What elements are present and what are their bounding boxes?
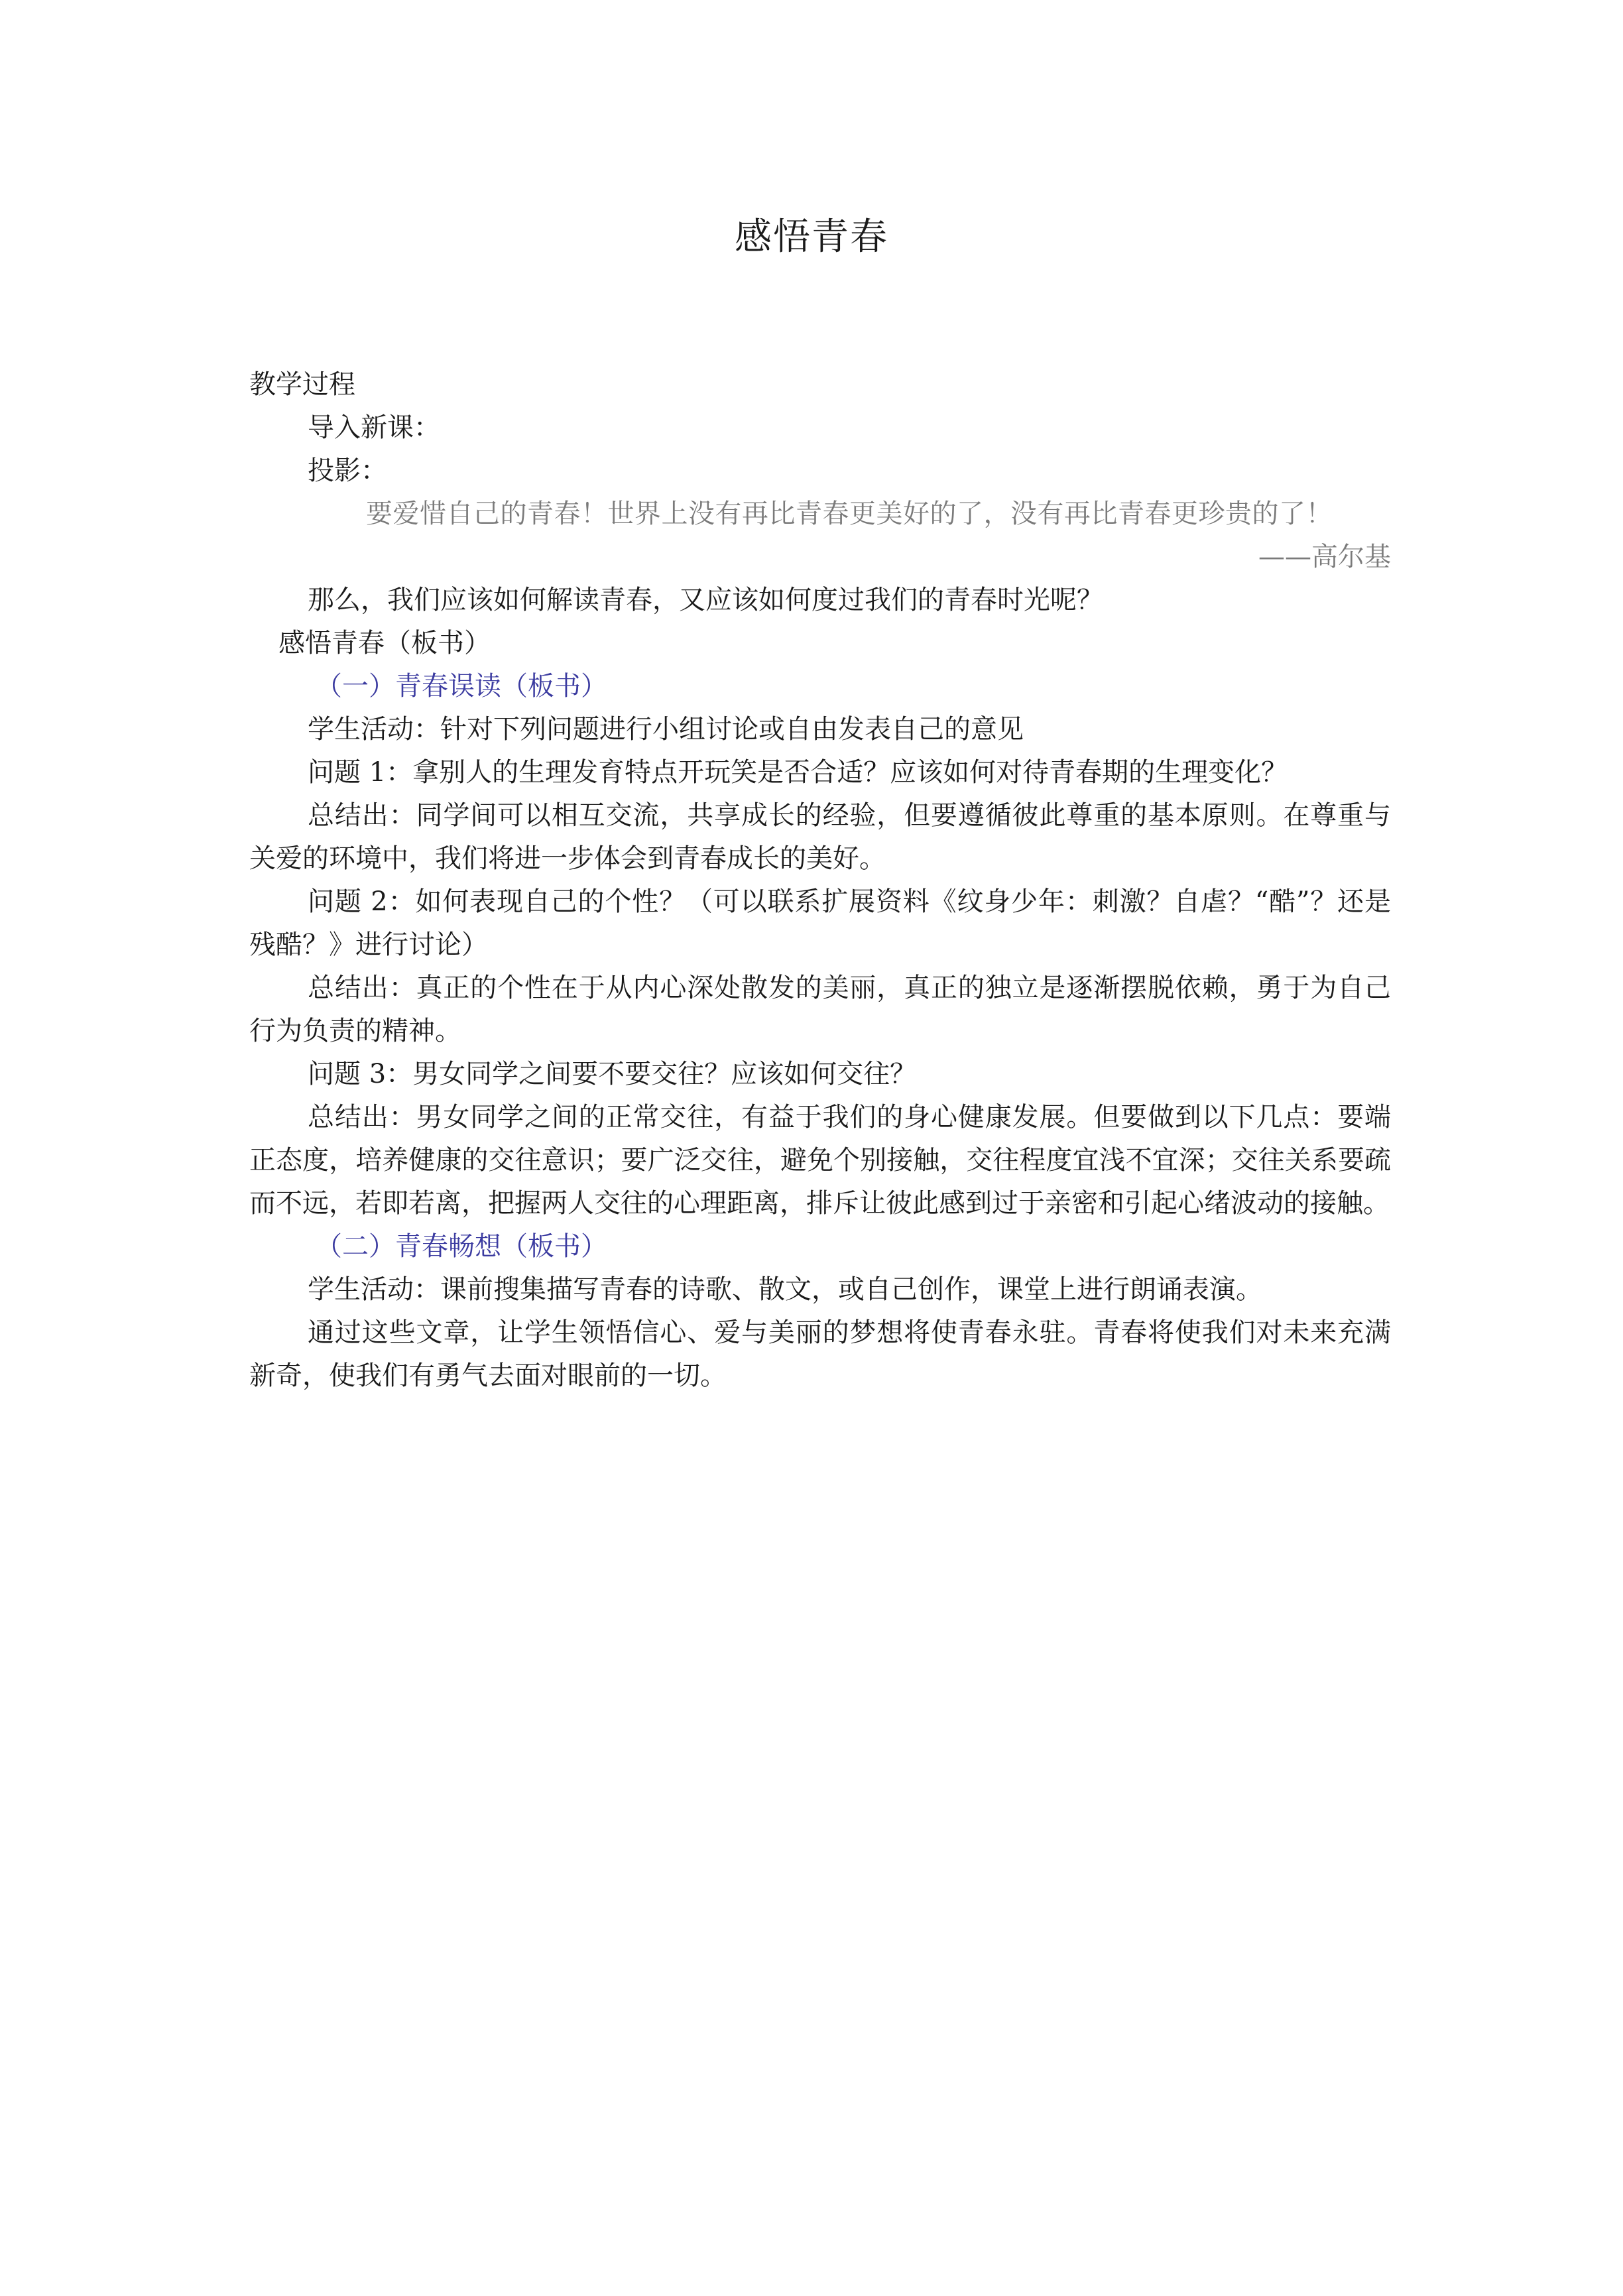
part2-heading: （二）青春畅想（板书） bbox=[316, 1231, 607, 1262]
quote-text: 要爱惜自己的青春！世界上没有再比青春更美好的了，没有再比青春更珍贵的了！ bbox=[366, 499, 1333, 529]
quote-author: ——高尔基 bbox=[1258, 542, 1391, 572]
summary-3: 总结出：男女同学之间的正常交往，有益于我们的身心健康发展。但要做到以下几点：要端正态度，培养健康的交往意识；要广泛交往，避免个别接触，交往程度宜浅不宜深；交往关系要疏而不远，若即若离，把握两人交往的心理距离，排斥让彼此感到过于亲密和引起心绪波动的接触。 bbox=[249, 1102, 1391, 1219]
summary-2: 总结出：真正的个性在于从内心深处散发的美丽，真正的独立是逐渐摆脱依赖，勇于为自己行为负责的精神。 bbox=[249, 973, 1391, 1046]
part2-activity: 学生活动：课前搜集描写青春的诗歌、散文，或自己创作，课堂上进行朗诵表演。 bbox=[308, 1274, 1262, 1305]
section-heading: 教学过程 bbox=[249, 369, 355, 400]
question-3: 问题 3：男女同学之间要不要交往？应该如何交往？ bbox=[308, 1059, 917, 1089]
question-1: 问题 1：拿别人的生理发育特点开玩笑是否合适？应该如何对待青春期的生理变化？ bbox=[308, 757, 1288, 788]
document-title: 感悟青春 bbox=[735, 215, 888, 259]
part1-activity: 学生活动：针对下列问题进行小组讨论或自由发表自己的意见 bbox=[308, 714, 1024, 745]
question-2: 问题 2：如何表现自己的个性？（可以联系扩展资料《纹身少年：刺激？自虐？“酷”？还是残酷？》进行讨论） bbox=[249, 886, 1391, 960]
part1-heading: （一）青春误读（板书） bbox=[316, 671, 607, 701]
board-title: 感悟青春（板书） bbox=[278, 628, 491, 658]
summary-1: 总结出：同学间可以相互交流，共享成长的经验，但要遵循彼此尊重的基本原则。在尊重与关爱的环境中，我们将进一步体会到青春成长的美好。 bbox=[249, 800, 1391, 874]
intro-label: 导入新课： bbox=[308, 412, 440, 443]
conclusion-text: 通过这些文章，让学生领悟信心、爱与美丽的梦想将使青春永驻。青春将使我们对未来充满新奇，使我们有勇气去面对眼前的一切。 bbox=[249, 1317, 1391, 1391]
projection-label: 投影： bbox=[308, 455, 387, 486]
transition-text: 那么，我们应该如何解读青春，又应该如何度过我们的青春时光呢？ bbox=[308, 585, 1103, 615]
document-body bbox=[249, 363, 1391, 1398]
